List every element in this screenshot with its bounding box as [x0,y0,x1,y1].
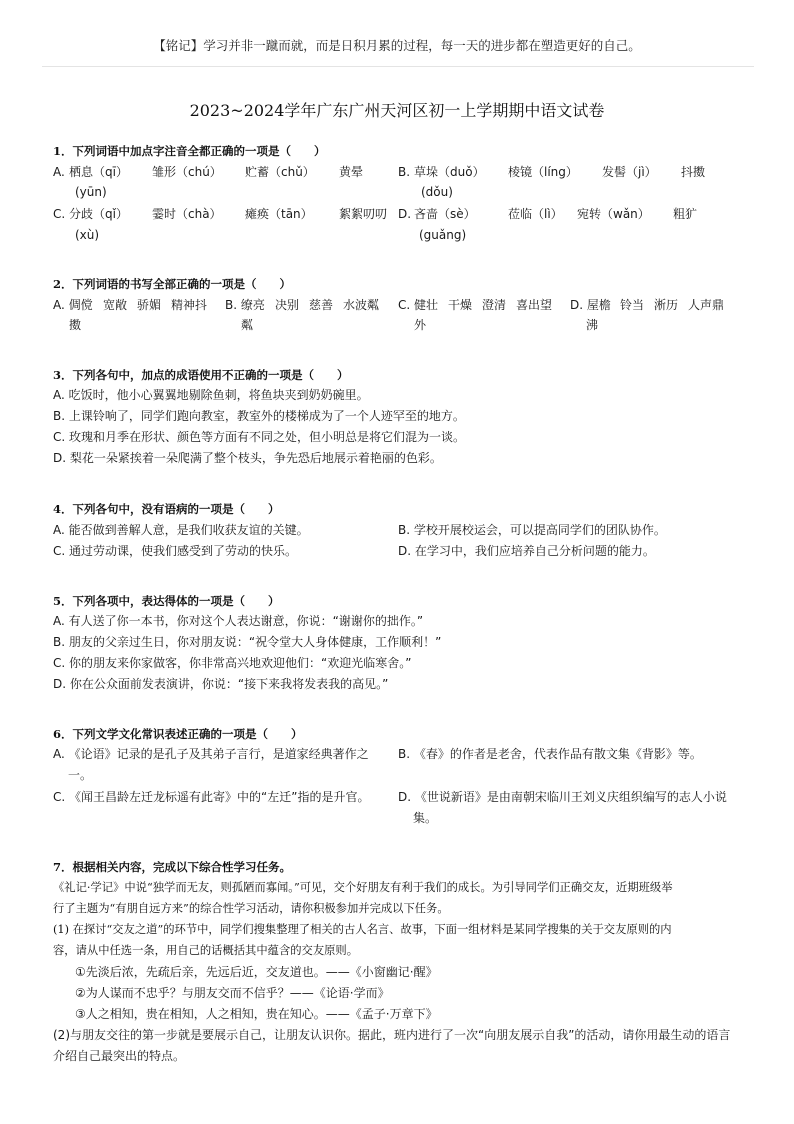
page-title: 2023~2024学年广东广州天河区初一上学期期中语文试卷 [189,101,605,120]
q1-option-b-word2: 棱镜（líng） [508,165,578,179]
q1-option-d-label: D. [398,207,412,221]
q1-option-a-label: A. [53,165,65,179]
q7-sub2-line1: (2)与朋友交往的第一步就是要展示自己，让朋友认识你。据此，班内进行了一次“向朋友展示自我”的活动，请你用最生动的语言 [53,1028,731,1042]
question-7-stem: 7．根据相关内容，完成以下综合性学习任务。 [53,860,291,874]
question-6-stem: 6．下列文学文化常识表述正确的一项是（ ） [53,727,303,741]
q2-option-c-w1: C. 健壮 [398,298,439,312]
q1-option-d-word2: 莅临（lì） [508,207,563,221]
q1-option-a-word4: 黄晕 [339,165,364,179]
q1-option-c-word2: 霎时（chà） [152,207,222,221]
q3-option-c: C. 玫瑰和月季在形状、颜色等方面有不同之处，但小明总是将它们混为一谈。 [53,430,466,444]
question-1-stem: 1．下列词语中加点字注音全都正确的一项是（ ） [53,144,326,158]
q2-option-c-w3: 澄清 [482,298,507,312]
q4-option-c: C. 通过劳动课，使我们感受到了劳动的快乐。 [53,544,298,558]
q1-option-d-pinyin: (guǎng) [419,228,467,242]
q2-option-c-w4: 喜出望 [516,298,553,312]
q1-option-d-word3: 宛转（wǎn） [577,207,650,221]
q5-option-c: C. 你的朋友来你家做客，你非常高兴地欢迎他们：“欢迎光临寒舍。” [53,656,412,670]
q2-option-b-w1: B. 缭亮 [225,298,265,312]
question-2-stem: 2．下列词语的书写全部正确的一项是（ ） [53,277,291,291]
q4-option-b: B. 学校开展校运会，可以提高同学们的团队协作。 [398,523,666,537]
motto-banner: 【铭记】学习并非一蹴而就，而是日积月累的过程，每一天的进步都在塑造更好的自己。 [153,38,641,53]
q6-option-c: C. 《闻王昌龄左迁龙标遥有此寄》中的“左迁”指的是升官。 [53,790,370,804]
q1-option-a-word1: 栖息（qī） [69,165,128,179]
q7-sub2-line2: 介绍自己最突出的特点。 [53,1049,186,1063]
q7-quote-3: ③人之相知，贵在相知，人之相知，贵在知心。——《孟子·万章下》 [75,1007,438,1021]
q2-option-b-w3: 慈善 [309,298,334,312]
q1-option-c-word4: 絮絮叨叨 [339,207,388,221]
q7-quote-2: ②为人谋而不忠乎？与朋友交而不信乎？——《论语·学而》 [75,986,390,1000]
q3-option-b: B. 上课铃响了，同学们跑向教室，教室外的楼梯成为了一个人迹罕至的地方。 [53,409,465,423]
q5-option-d: D. 你在公众面前发表演讲，你说：“接下来我将发表我的高见。” [53,677,389,691]
q1-option-a-word2: 雏形（chú） [152,165,222,179]
question-3-stem: 3．下列各句中，加点的成语使用不正确的一项是（ ） [53,368,349,382]
q2-option-d-w2: 铃当 [620,298,645,312]
q1-option-a-pinyin: (yūn) [75,185,107,199]
q1-option-b-pinyin: (dǒu) [421,185,453,199]
q2-option-d-w4: 人声鼎 [688,298,725,312]
q4-option-a: A. 能否做到善解人意，是我们收获友谊的关键。 [53,523,309,537]
q7-sub1-line1: (1) 在探讨“交友之道”的环节中，同学们搜集整理了相关的古人名言、故事，下面一组材料是某同学搜集的关于交友原则的内 [53,923,672,936]
q2-option-b-wrap: 粼 [241,318,254,332]
q1-option-d-word1: 吝啬（sè） [414,207,476,221]
q7-intro-line1: 《礼记·学记》中说“独学而无友，则孤陋而寡闻。”可见，交个好朋友有利于我们的成长。为引导同学们正确交友，近期班级举 [53,881,673,894]
q6-option-a: A. 《论语》记录的是孔子及其弟子言行，是道家经典著作之 [53,747,369,761]
q1-option-b-word4: 抖擞 [681,165,706,179]
q1-option-b-word3: 发髻（jì） [602,165,657,179]
q2-option-c-w2: 干燥 [448,298,473,312]
question-5-stem: 5．下列各项中，表达得体的一项是（ ） [53,594,280,608]
q6-option-a-wrap: 一。 [68,768,93,782]
q6-option-d-wrap: 集。 [413,811,438,825]
q1-option-c-word3: 瘫痪（tān） [245,207,313,221]
q2-option-a-w1: A. 倜傥 [53,298,93,312]
q2-option-a-w3: 骄媚 [137,298,162,312]
q7-intro-line2: 行了主题为“有朋自远方来”的综合性学习活动，请你积极参加并完成以下任务。 [53,902,449,915]
q5-option-a: A. 有人送了你一本书，你对这个人表达谢意，你说：“谢谢你的拙作。” [53,614,424,628]
q1-option-b-label: B. [398,165,411,179]
q1-option-c-word1: 分歧（qǐ） [69,207,128,221]
q6-option-b: B. 《春》的作者是老舍，代表作品有散文集《背影》等。 [398,747,702,761]
q1-option-a-word3: 贮蓄（chǔ） [245,165,315,179]
q3-option-a: A. 吃饭时，他小心翼翼地剔除鱼刺，将鱼块夹到奶奶碗里。 [53,388,369,402]
q7-sub1-line2: 容，请从中任选一条，用自己的话概括其中蕴含的交友原则。 [53,944,359,957]
q2-option-d-wrap: 沸 [586,318,599,332]
q7-quote-1: ①先淡后浓，先疏后亲，先远后近，交友道也。——《小窗幽记·醒》 [75,965,438,979]
q2-option-b-w2: 决别 [275,298,300,312]
q5-option-b: B. 朋友的父亲过生日，你对朋友说：“祝令堂大人身体健康，工作顺利！” [53,635,442,649]
question-4-stem: 4．下列各句中，没有语病的一项是（ ） [53,502,280,516]
q1-option-c-label: C. [53,207,66,221]
q4-option-d: D. 在学习中，我们应培养自己分析问题的能力。 [398,544,655,558]
q1-option-d-word4: 粗犷 [673,207,698,221]
q2-option-d-w1: D. 屋檐 [570,298,611,312]
q3-option-d: D. 梨花一朵紧挨着一朵爬满了整个枝头，争先恐后地展示着艳丽的色彩。 [53,451,442,465]
q2-option-d-w3: 淅历 [654,298,679,312]
q2-option-a-w2: 宽敞 [103,298,128,312]
q2-option-a-w4: 精神抖 [171,298,208,312]
q2-option-b-w4: 水波粼 [343,298,380,312]
q2-option-a-wrap: 擞 [69,318,82,332]
header-divider [42,66,754,67]
q1-option-b-word1: 草垛（duǒ） [414,165,485,179]
q1-option-c-pinyin: (xù) [75,228,100,242]
q2-option-c-wrap: 外 [414,318,427,332]
q6-option-d: D. 《世说新语》是由南朝宋临川王刘义庆组织编写的志人小说 [398,790,727,804]
